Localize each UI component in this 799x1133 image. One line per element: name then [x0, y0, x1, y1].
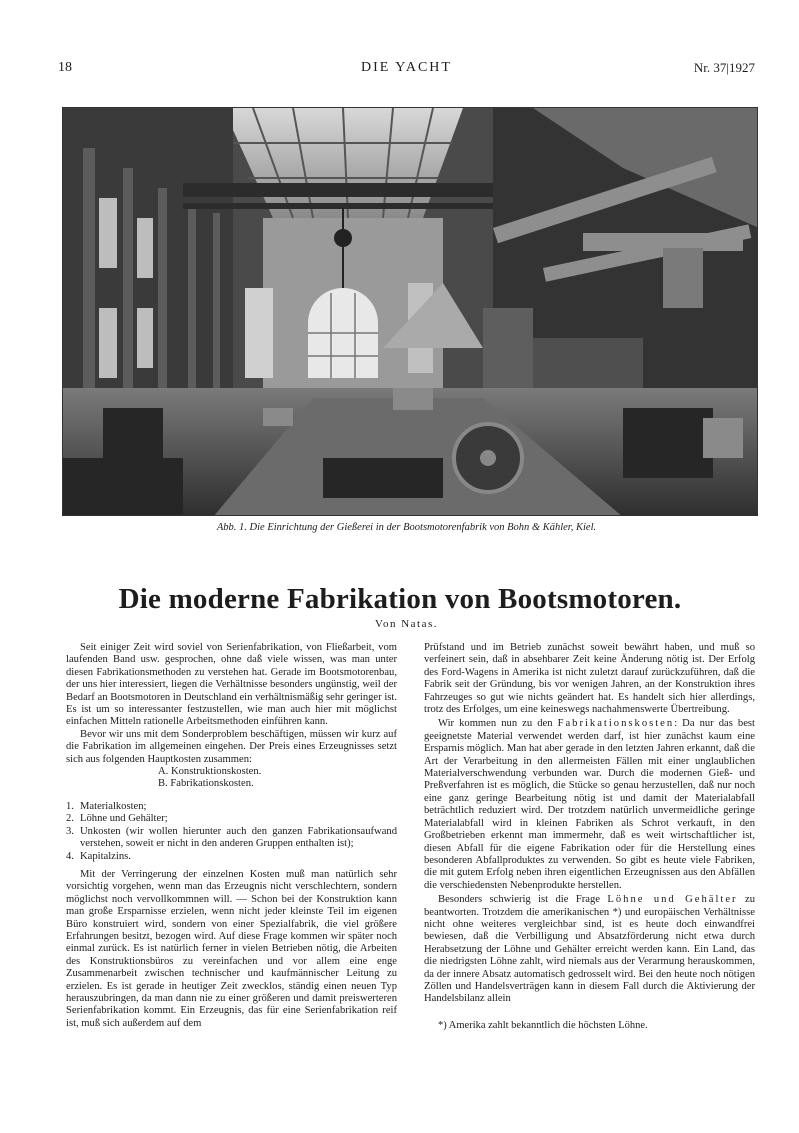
list-item: 3. Unkosten (wir wollen hierunter auch den ganzen Fabrikationsaufwand verstehen, soweit er nicht in den anderen Gruppen enthalten ist);	[66, 825, 397, 850]
journal-title: DIE YACHT	[361, 60, 452, 75]
page-number: 18	[58, 60, 72, 75]
paragraph: Besonders schwierig ist die Frage Löhne und Gehälter zu beantworten. Trotzdem die amerikanischen *) und europäischen Verhältnisse nicht ohne weiteres vergleichbar sind, ist es heute doch einwandfrei bewiesen, daß die Verbilligung und Absatzförderung nicht etwa durch Herabsetzung der Löhne und Gehälter erreicht werden kann. Ein Land, das die niedrigsten Löhne zahlt, wird niemals aus der Verarmung herauskommen, da der innere Absatz automatisch gedrosselt wird. Bei den heute noch nötigen Zöllen und Handelsverträgen kann in diesem Fall durch die Aktivierung der Handelsbilanz allein	[424, 894, 755, 1005]
list-item: 1. Materialkosten;	[66, 800, 147, 812]
article-column-right	[424, 642, 755, 1032]
paragraph: Prüfstand und im Betrieb zunächst soweit bewährt haben, und muß so verfeinert sein, daß in absehbarer Zeit keine Änderung nötig ist. Der Erfolg des Ford-Wagens in Amerika ist nicht zuletzt darauf zurückzuführen, daß die Fabrik seit der Gründung, bis vor wenigen Jahren, an der Konstruktion ihres Fahrzeuges so gut wie nichts geändert hat. Es handelt sich hier allerdings, trotz des Erfolges, um eine keineswegs nachahmenswerte Übertreibung.	[424, 642, 755, 716]
emphasis: Fabrikationskosten	[557, 718, 675, 730]
emphasis: Löhne und Gehälter	[607, 894, 738, 906]
paragraph: Bevor wir uns mit dem Sonderproblem beschäftigen, müssen wir kurz auf die Fabrikation im allgemeinen eingehen. Der Preis eines Erzeugnisses setzt sich aus folgenden Hauptkosten zusammen:	[66, 728, 397, 765]
paragraph: Mit der Verringerung der einzelnen Kosten muß man natürlich sehr vorsichtig vorgehen, wenn man das Erzeugnis nicht verschlechtern, sondern möglichst noch vervollkommnen will. — Schon bei der Konstruktion kann man große Ersparnisse erzielen, wenn nicht jeder kleinste Teil im eigenen Büro konstruiert wird, sondern von einer Spezialfabrik, die viel größere Erfahrungen besitzt, bezogen wird. Auf diese Frage kommen wir später noch einmal zurück. Es ist natürlich ferner in vielen Betrieben nötig, die Arbeiten des Konstruktionsbüros zu vereinfachen und vor allem eine enge Zusammenarbeit zwischen technischer und kaufmännischer Leitung zu erzielen. Es ist gerade in heutiger Zeit zwecklos, ständig einen neuen Typ herauszubringen, da man dann nie zu einer größeren und damit preiswerteren Serienfabrikation kommt. Ein Erzeugnis, das für eine Serienfabrikation reif ist, muß sich außerdem auf dem	[66, 868, 397, 1029]
cost-category-a: A. Konstruktionskosten.	[158, 766, 262, 778]
page-header	[58, 60, 755, 82]
footnote: *) Amerika zahlt bekanntlich die höchsten Löhne.	[438, 1019, 648, 1031]
article-title: Die moderne Fabrikation von Bootsmotoren.	[118, 583, 682, 615]
paragraph: Wir kommen nun zu den Fabrikationskosten: Da nur das best geeignetste Material verwendet werden darf, ist hier zunächst kaum eine Ersparnis möglich. Man hat aber gerade in den letzten Jahren erkannt, daß die Art der Verarbeitung in den allermeisten Fällen mit einer unglaublichen Materialverschwendung verbunden war. Durch die modernen Gieß- und Preßverfahren ist es möglich, die Stücke so genau herzustellen, daß nur noch eine ganz geringe Bearbeitung nötig ist und damit der Materialabfall beträchtlich reduziert wird. Der trotzdem natürlich unvermeidliche geringe Materialabfall wird in kleinen Fabriken als Schrot verkauft, in den Großbetrieben erkennt man immermehr, daß es weit wirtschaftlicher ist, diesen Abfall für die eigene Fabrikation oder für die Herstellung eines besonderen Abfallproduktes zu verwenden. So gibt es heute viele Fabriken, die mit gutem Erfolg neben ihren eigentlichen Erzeugnissen aus den Abfällen die verschiedensten Nebenprodukte herstellen.	[424, 718, 755, 891]
issue-number: Nr. 37|1927	[693, 60, 755, 75]
article-column-left	[66, 642, 397, 1030]
list-item: 2. Löhne und Gehälter;	[66, 813, 168, 825]
cost-categories	[66, 766, 397, 791]
figure-caption: Abb. 1. Die Einrichtung der Gießerei in der Bootsmotorenfabrik von Bohn & Kähler, Kiel.	[216, 522, 597, 533]
cost-category-b: B. Fabrikationskosten.	[158, 778, 254, 790]
list-item: 4. Kapitalzins.	[66, 850, 131, 862]
paragraph: Seit einiger Zeit wird soviel von Serienfabrikation, von Fließarbeit, vom laufenden Band usw. gesprochen, ohne daß viele wissen, was man unter diesen Fabrikationsmethoden zu verstehen hat. Gerade im Bootsmotorenbau, der uns hier interessiert, liegen die Verhältnisse besonders ungünstig, weil der Bedarf an Bootsmotoren in Deutschland ein verhältnismäßig sehr geringer ist. Es ist um so interessanter festzustellen, wie man auch hier mit möglichst einfachen Mitteln rationelle Arbeitsmethoden einführen kann.	[66, 642, 397, 728]
article-author: Von Natas.	[374, 618, 439, 630]
foundry-photo	[62, 107, 758, 516]
cost-items-list	[66, 801, 397, 863]
